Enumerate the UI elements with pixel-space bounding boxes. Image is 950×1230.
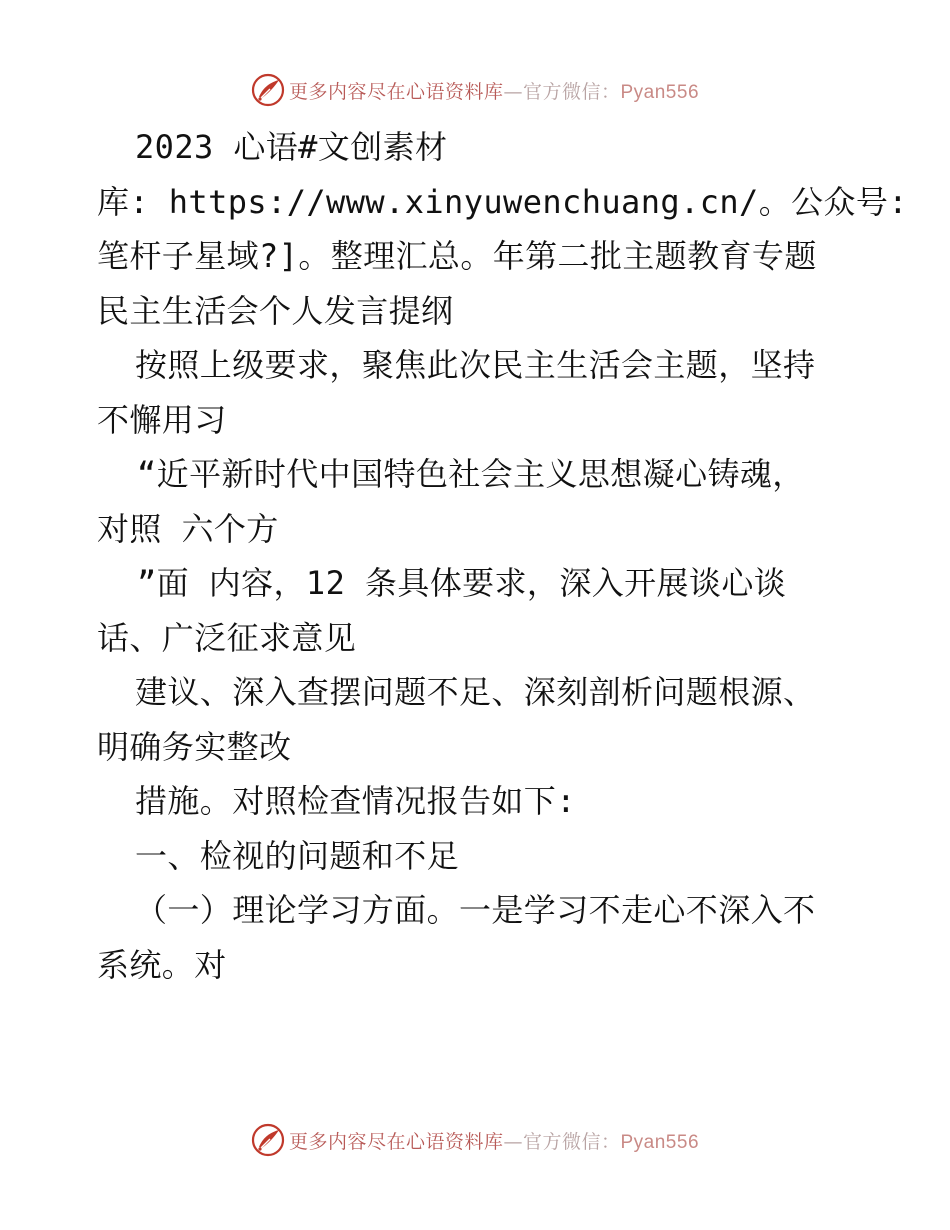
doc-line: 对照 六个方 [97,509,279,548]
quill-logo-icon [251,73,285,107]
doc-line: 按照上级要求，聚焦此次民主生活会主题，坚持 [135,346,816,384]
doc-line: ”面 内容，12 条具体要求，深入开展谈心谈 [137,564,787,602]
watermark-text [289,77,699,104]
header-watermark-banner [0,68,950,112]
doc-line: 话、广泛征求意见 [97,618,357,657]
doc-line: 措施。对照检查情况报告如下: [135,782,576,820]
watermark-main-text: 更多内容尽在心语资料库 [288,80,504,103]
doc-line: （一）理论学习方面。一是学习不走心不深入不 [135,891,816,929]
doc-line: 不懈用习 [97,400,227,439]
watermark-wechat-id: Pyan556 [620,1131,700,1153]
doc-line: 民主生活会个人发言提纲 [97,291,454,330]
watermark-separator: — [503,80,523,103]
watermark-official-label: 官方微信： [522,1130,621,1153]
doc-line: 建议、深入查摆问题不足、深刻剖析问题根源、 [135,673,816,711]
quill-logo-icon [251,1123,285,1157]
doc-line: 2023 心语#文创素材 [135,128,448,166]
watermark-official-label: 官方微信： [522,80,621,103]
doc-line: “近平新时代中国特色社会主义思想凝心铸魂， [137,455,805,493]
footer-watermark-banner [0,1118,950,1162]
watermark-text [289,1127,699,1154]
watermark-wechat-id: Pyan556 [620,81,700,103]
watermark-main-text: 更多内容尽在心语资料库 [288,1130,504,1153]
doc-line: 笔杆子星域?]。整理汇总。年第二批主题教育专题 [97,237,817,275]
watermark-inner [251,73,699,107]
doc-line: 库: https://www.xinyuwenchuang.cn/。公众号: [97,182,908,221]
document-body [97,120,908,992]
doc-line: 系统。对 [97,945,227,984]
doc-line: 一、检视的问题和不足 [135,836,460,875]
watermark-separator: — [503,1130,523,1153]
doc-line: 明确务实整改 [97,727,292,766]
watermark-inner [251,1123,699,1157]
